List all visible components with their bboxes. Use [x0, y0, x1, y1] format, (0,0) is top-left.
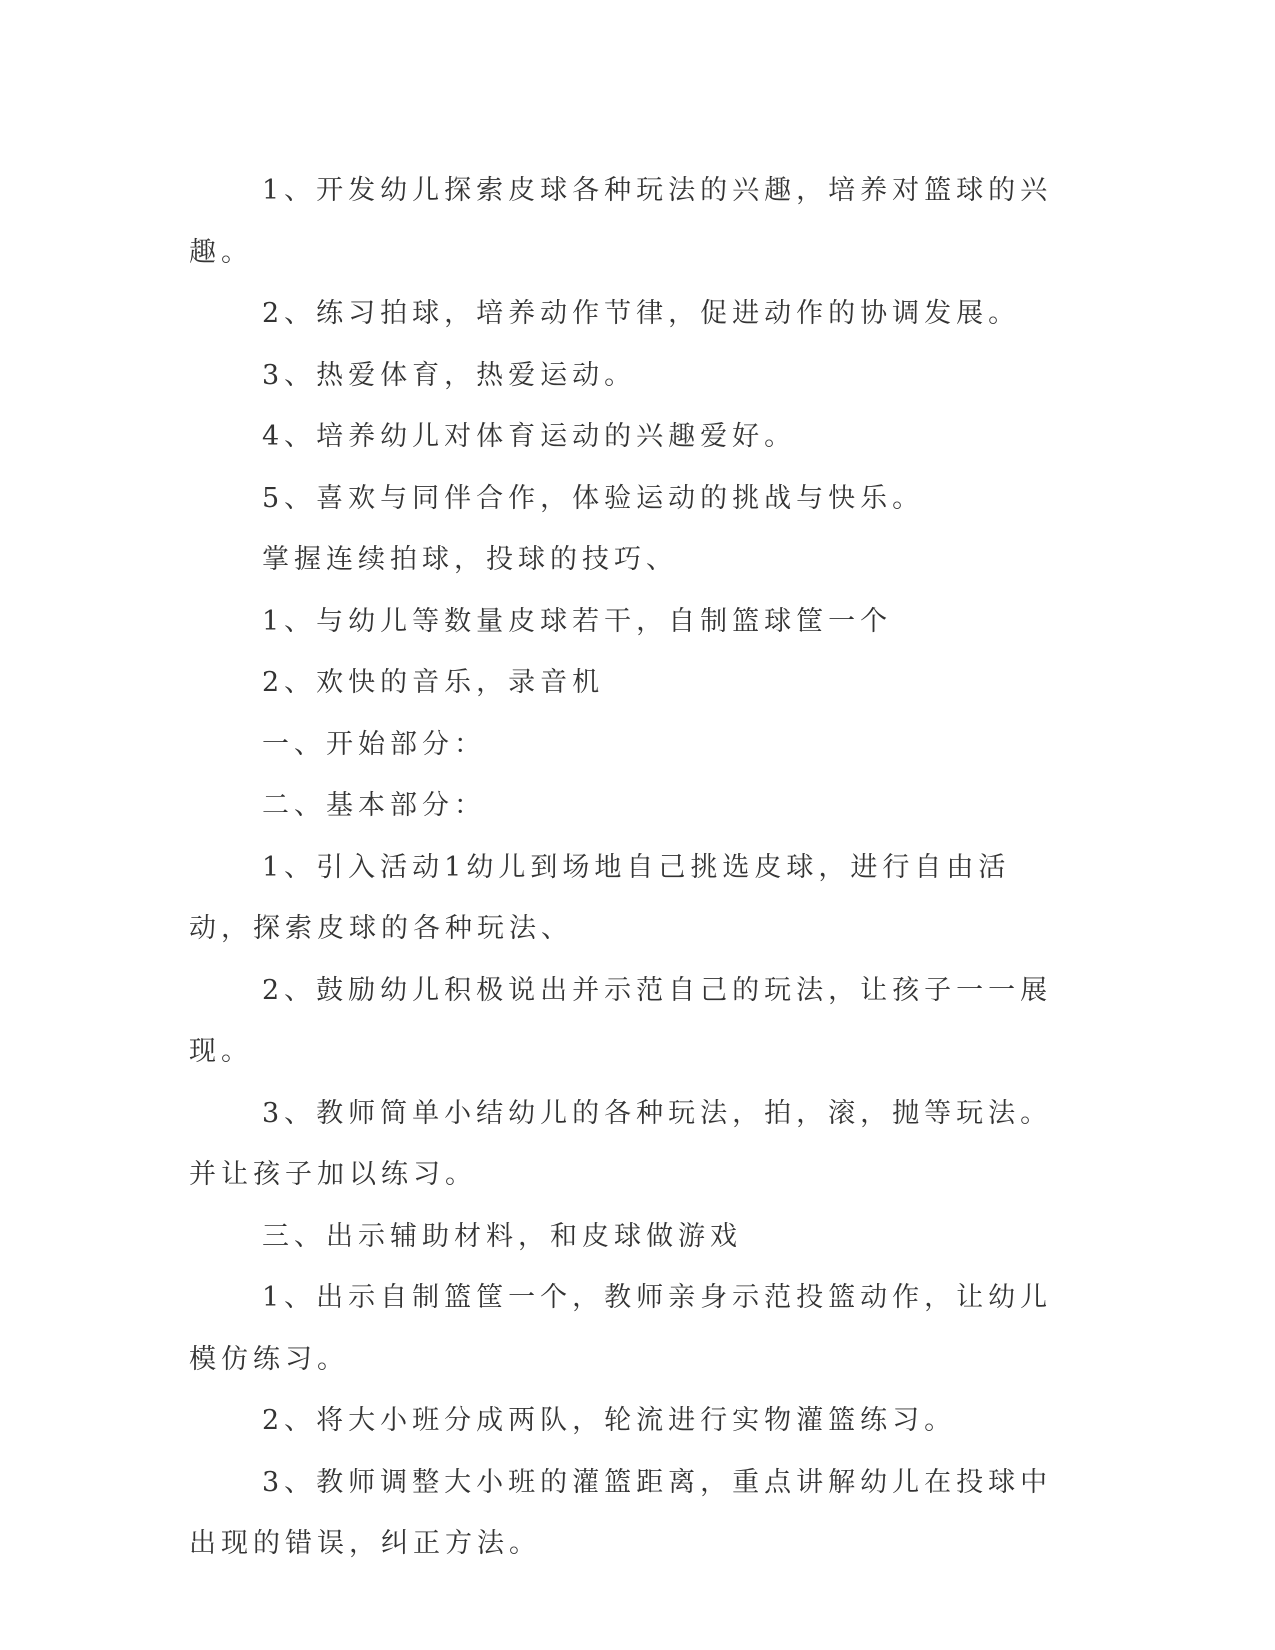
- paragraph: 一、开始部分：: [262, 728, 486, 760]
- paragraph: 3、热爱体育，热爱运动。: [262, 359, 637, 391]
- paragraph: 掌握连续拍球，投球的技巧、: [262, 544, 678, 575]
- paragraph: 三、出示辅助材料，和皮球做游戏: [262, 1220, 742, 1252]
- paragraph: 1、引入活动1幼儿到场地自己挑选皮球，进行自由活动，探索皮球的各种玩法、: [189, 851, 1011, 944]
- document-body: [189, 160, 1069, 1575]
- paragraph: 1、开发幼儿探索皮球各种玩法的兴趣，培养对篮球的兴趣。: [189, 175, 1053, 268]
- paragraph: 3、教师简单小结幼儿的各种玩法，拍，滚，抛等玩法。并让孩子加以练习。: [189, 1097, 1053, 1190]
- paragraph: 3、教师调整大小班的灌篮距离，重点讲解幼儿在投球中出现的错误，纠正方法。: [189, 1466, 1053, 1559]
- paragraph: 2、将大小班分成两队，轮流进行实物灌篮练习。: [262, 1405, 957, 1436]
- paragraph: 1、与幼儿等数量皮球若干，自制篮球筐一个: [262, 605, 893, 637]
- paragraph: 2、欢快的音乐，录音机: [262, 667, 605, 698]
- paragraph: 2、练习拍球，培养动作节律，促进动作的协调发展。: [262, 298, 1021, 329]
- paragraph: 4、培养幼儿对体育运动的兴趣爱好。: [262, 421, 797, 452]
- paragraph: 二、基本部分：: [262, 790, 486, 821]
- paragraph: 5、喜欢与同伴合作，体验运动的挑战与快乐。: [262, 482, 925, 514]
- paragraph: 2、鼓励幼儿积极说出并示范自己的玩法，让孩子一一展现。: [189, 974, 1053, 1067]
- paragraph: 1、出示自制篮筐一个，教师亲身示范投篮动作，让幼儿模仿练习。: [189, 1282, 1053, 1375]
